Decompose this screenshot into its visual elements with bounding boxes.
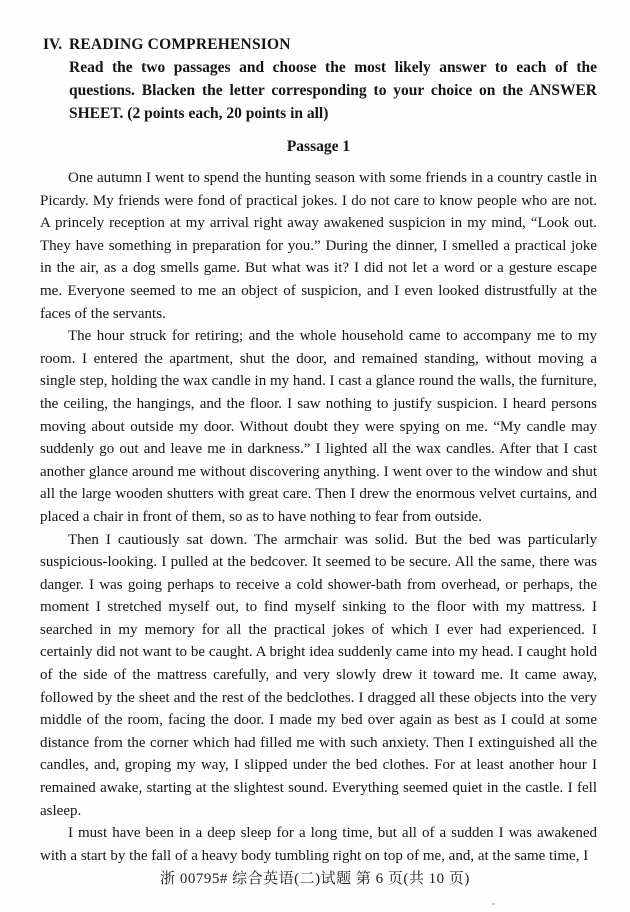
- section-numeral: IV.: [43, 36, 63, 53]
- section-header: [43, 33, 597, 125]
- passage-paragraph-1: One autumn I went to spend the hunting season with some friends in a country castle in Picardy. My friends were fond of practical jokes. I do not care to know people who are not. A princely reception at my arrival right away awakened suspicion in my mind, “Look out. They have something in preparation for you.” During the dinner, I smelled a practical joke in the air, as a dog smells game. But what was it? I did not let a word or a gesture escape me. Everyone seemed to me an object of suspicion, and I even looked distrustfully at the faces of the servants.: [40, 170, 597, 322]
- section-title: READING COMPREHENSION: [69, 36, 291, 53]
- page-footer: [0, 867, 630, 888]
- scan-artifact-dot: [492, 903, 495, 905]
- passage-paragraph-4: I must have been in a deep sleep for a long time, but all of a sudden I was awakened with a start by the fall of a heavy body tumbling right on top of me, and, at the same time, I: [40, 825, 597, 864]
- footer-text: 浙 00795# 综合英语(二)试题 第 6 页(共 10 页): [160, 871, 470, 887]
- passage-paragraph-2: The hour struck for retiring; and the whole household came to accompany me to my room. I entered the apartment, shut the door, and remained standing, without moving a single step, holding the wax candle in my hand. I cast a glance round the walls, the furniture, the ceiling, the hangings, and the floor. I saw nothing to justify suspicion. I heard persons moving about outside my door. Without doubt they were spying on me. “My candle may suddenly go out and leave me in darkness.” I lighted all the wax candles. After that I cast another glance around me without discovering anything. I went over to the window and shut all the large wooden shutters with great care. Then I drew the enormous velvet curtains, and placed a chair in front of them, so as to have nothing to fear from outside.: [40, 328, 597, 525]
- passage-paragraph-3: Then I cautiously sat down. The armchair was solid. But the bed was particularly suspicious-looking. I pulled at the bedcover. It seemed to be secure. All the same, there was danger. I was going perhaps to receive a cold shower-bath from overhead, or perhaps, the moment I stretched myself out, to find myself sinking to the floor with my mattress. I searched in my memory for all the practical jokes of which I ever had experienced. I certainly did not want to be caught. A bright idea suddenly came into my head. I caught hold of the side of the mattress carefully, and very slowly drew it toward me. It came away, followed by the sheet and the rest of the bedclothes. I dragged all these objects into the very middle of the room, facing the door. I made my bed over again as best as I could at some distance from the corner which had filled me with such anxiety. Then I extinguished all the candles, and, groping my way, I slipped under the bed clothes. For at least another hour I remained awake, starting at the slightest sound. Everything seemed quiet in the castle. I fell asleep.: [40, 531, 597, 819]
- passage-title: Passage 1: [286, 138, 351, 155]
- passage-body: [40, 167, 597, 867]
- section-instructions: Read the two passages and choose the most likely answer to each of the questions. Blacken the letter corresponding to your choice on the ANSWER SHEET. (2 points each, 20 points in all): [69, 59, 597, 122]
